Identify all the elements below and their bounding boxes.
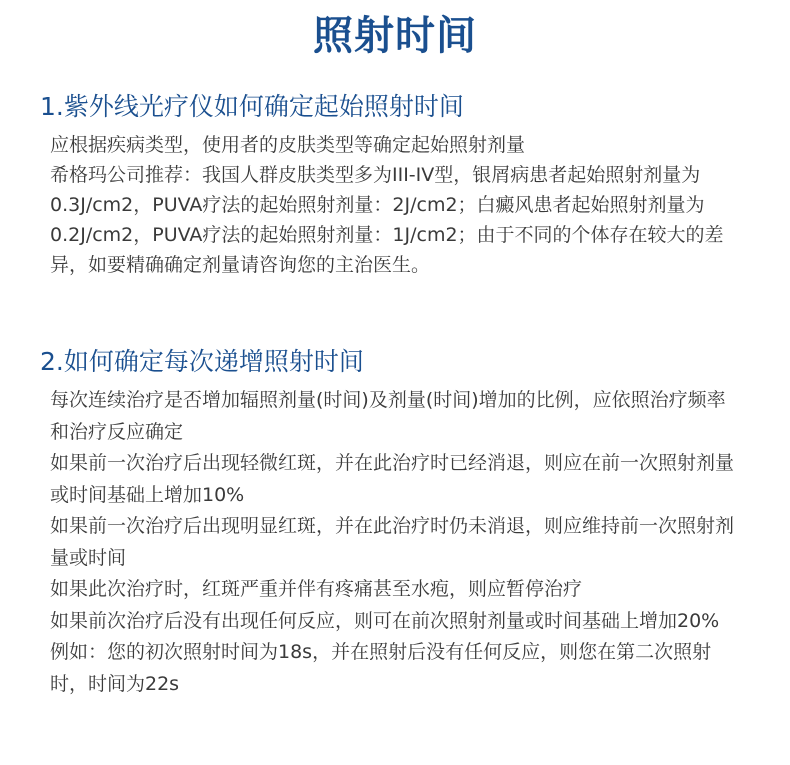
section-initial-time: [40, 88, 780, 280]
paragraph: 如果前一次治疗后出现轻微红斑，并在此治疗时已经消退，则应在前一次照射剂量或时间基础上增加10%: [50, 452, 735, 506]
paragraph: 如果前次治疗后没有出现任何反应，则可在前次照射剂量或时间基础上增加20%: [50, 609, 720, 632]
paragraph: 如果此次治疗时，红斑严重并伴有疼痛甚至水疱，则应暂停治疗: [50, 578, 583, 600]
section-increment-time: [40, 343, 780, 700]
section-heading: 1.紫外线光疗仪如何确定起始照射时间: [40, 92, 464, 121]
paragraph: 如果前一次治疗后出现明显红斑，并在此治疗时仍未消退，则应维持前一次照射剂量或时间: [50, 515, 735, 569]
paragraph: 希格玛公司推荐：我国人群皮肤类型多为III-IV型，银屑病患者起始照射剂量为0.3J/cm2，PUVA疗法的起始照射剂量：2J/cm2；白癜风患者起始照射剂量为0.2J/cm2，PUVA疗法的起始照射剂量：1J/cm2；由于不同的个体存在较大的差异，如要精确确定剂量请咨询您的主治医生。: [50, 164, 724, 276]
paragraph: 应根据疾病类型，使用者的皮肤类型等确定起始照射剂量: [50, 134, 526, 156]
paragraph: 每次连续治疗是否增加辐照剂量(时间)及剂量(时间)增加的比例，应依照治疗频率和治疗反应确定: [50, 389, 726, 443]
paragraph: 例如：您的初次照射时间为18s，并在照射后没有任何反应，则您在第二次照射时，时间为22s: [50, 641, 712, 695]
section-body: [40, 385, 740, 700]
section-heading: 2.如何确定每次递增照射时间: [40, 347, 364, 376]
section-body: [40, 130, 740, 280]
page-title: 照射时间: [313, 13, 477, 59]
